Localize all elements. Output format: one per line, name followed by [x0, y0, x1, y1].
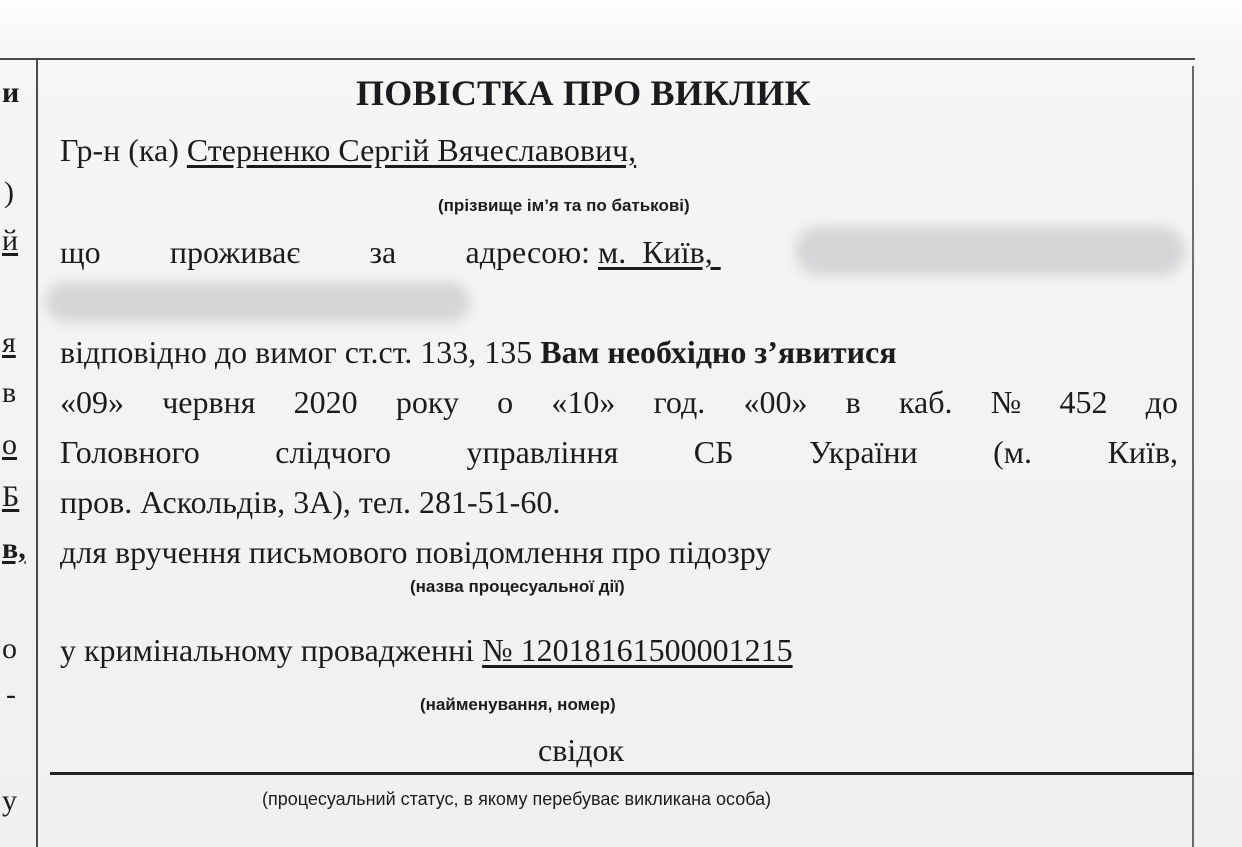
date-line-word: о — [497, 384, 514, 420]
frame-top-rule — [0, 58, 1195, 60]
action-line: для вручення письмового повідомлення про підозру — [60, 534, 772, 570]
requirement-bold: Вам необхідно з’явитися — [540, 334, 897, 370]
address-word: адресою: — [465, 234, 590, 270]
frame-right-rule — [1192, 66, 1194, 847]
case-line — [60, 634, 793, 666]
department-line-word: Головного — [60, 434, 200, 470]
page-top-margin — [0, 0, 1242, 58]
date-line-word: «10» — [551, 384, 616, 420]
person-prefix: Гр-н (ка) — [60, 132, 179, 168]
left-fragment: у — [2, 784, 17, 817]
case-text: у кримінальному провадженні — [60, 632, 483, 668]
date-line-word: в — [845, 384, 861, 420]
department-line-word: слідчого — [275, 434, 392, 470]
date-line-word: червня — [162, 384, 256, 420]
department-line — [60, 436, 1178, 468]
address-city — [598, 236, 721, 268]
department-line-word: СБ — [693, 434, 734, 470]
left-fragment: в — [2, 376, 17, 409]
person-line — [60, 134, 636, 166]
left-fragment: й — [2, 224, 19, 257]
redaction-blur — [795, 226, 1185, 276]
date-line — [60, 386, 1178, 418]
left-fragment: ) — [4, 176, 14, 209]
person-name: Стерненко Сергій Вячеславович, — [186, 132, 637, 168]
date-line-word: каб. — [898, 384, 953, 420]
date-line-word: 452 — [1059, 384, 1108, 420]
redaction-blur — [45, 282, 470, 322]
status-rule — [50, 772, 1194, 775]
department-address: пров. Аскольдів, 3А), тел. 281-51-60. — [60, 484, 561, 520]
status-value: свідок — [538, 732, 625, 768]
department-line-word: (м. — [993, 434, 1033, 470]
document-title: ПОВІСТКА ПРО ВИКЛИК — [356, 73, 811, 113]
address-word: проживає — [169, 234, 301, 270]
requirement-text: відповідно до вимог ст.ст. 133, 135 — [60, 334, 541, 370]
address-city-value: м. Київ, — [598, 234, 721, 270]
left-fragment: - — [6, 678, 16, 711]
left-fragment: в, — [2, 532, 26, 565]
action-caption: (назва процесуальної дії) — [410, 577, 625, 596]
address-word: що — [60, 234, 101, 270]
left-fragment: и — [2, 76, 20, 109]
department-line-word: Київ, — [1107, 434, 1178, 470]
date-line-word: № — [990, 384, 1022, 420]
case-caption: (найменування, номер) — [420, 695, 616, 714]
status-caption: (процесуальний статус, в якому перебуває викликана особа) — [262, 789, 772, 809]
person-caption: (прізвище ім’я та по батькові) — [438, 196, 690, 215]
left-fragment: о — [2, 632, 17, 665]
case-number: № 12018161500001215 — [482, 632, 793, 668]
date-line-word: «00» — [743, 384, 808, 420]
address-word: за — [369, 234, 397, 270]
department-line-word: України — [808, 434, 918, 470]
left-fragment: о — [2, 428, 17, 461]
date-line-word: год. — [653, 384, 706, 420]
left-fragment: Б — [2, 480, 20, 513]
requirement-line — [60, 336, 897, 368]
date-line-word: року — [395, 384, 459, 420]
date-line-word: до — [1145, 384, 1178, 420]
date-line-word: «09» — [60, 384, 124, 420]
left-fragment: я — [2, 326, 16, 359]
address-line — [60, 236, 590, 268]
frame-left-rule — [36, 60, 38, 847]
department-line-word: управління — [466, 434, 619, 470]
date-line-word: 2020 — [293, 384, 358, 420]
